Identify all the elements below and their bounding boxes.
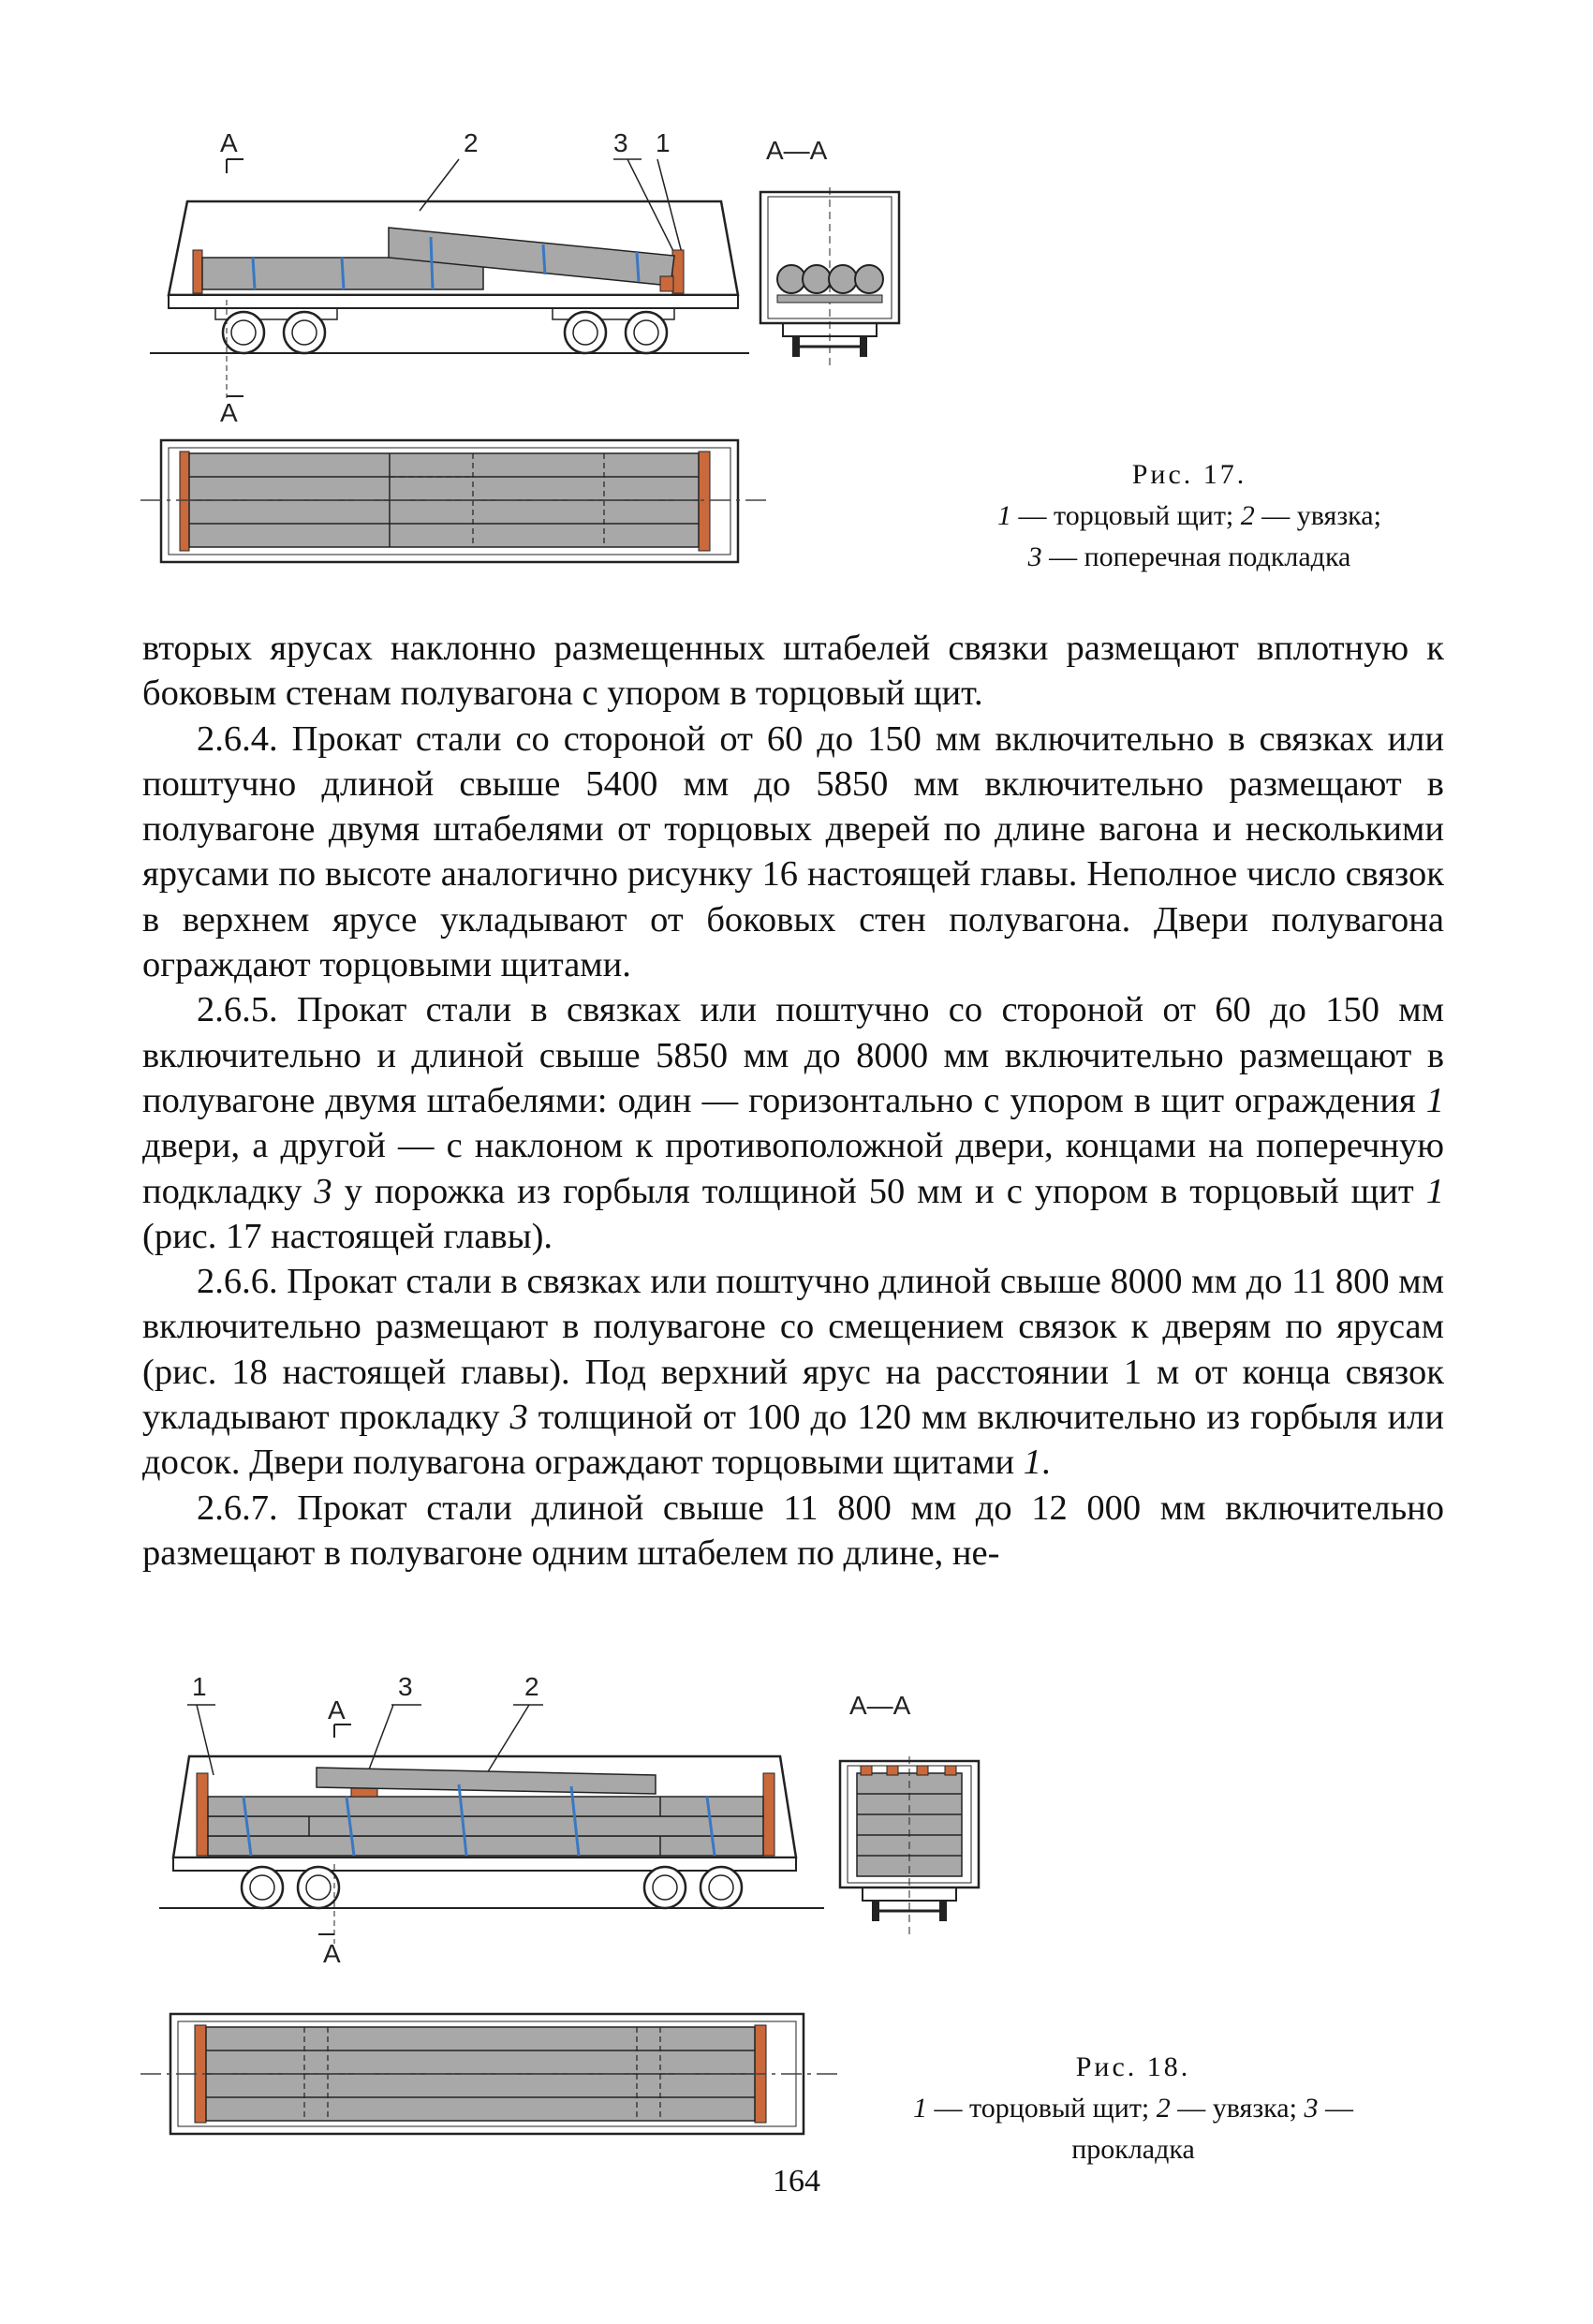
- figure-18-caption-line1: [843, 2088, 1423, 2129]
- figure-17-top-view: [140, 431, 768, 571]
- figure-18-side-view: [159, 1663, 824, 1972]
- figure-17-caption: [918, 454, 1461, 578]
- caption-text: — увязка;: [1170, 2093, 1305, 2124]
- caption-num: 3: [1304, 2093, 1319, 2124]
- caption-text: —: [1318, 2093, 1353, 2124]
- figure-18-caption: [843, 2047, 1423, 2170]
- figure-17-side-view: [150, 117, 749, 431]
- fig18-label-2: 2: [524, 1672, 539, 1701]
- fig18-label-1: 1: [192, 1672, 207, 1701]
- fig17-label-3: 3: [613, 128, 628, 157]
- fig17-label-1: 1: [656, 128, 671, 157]
- figure-17-caption-title: Рис. 17.: [1131, 459, 1247, 490]
- page-number: 164: [773, 2164, 820, 2198]
- caption-text: — торцовый щит;: [927, 2093, 1157, 2124]
- figure-17-caption-line1: [918, 496, 1461, 537]
- fig18-label-section-aa: А—А: [849, 1691, 911, 1720]
- figure-18-caption-title: Рис. 18.: [1075, 2051, 1191, 2082]
- paragraph: 2.6.5. Прокат стали в связках или поштучно со стороной от 60 до 150 мм включительно и длиной свыше 5850 мм до 8000 мм включительно размещают в полувагоне двумя штабелями: один — горизонтально с упором в щит ограждения 1 двери, а другой — с наклоном к противоположной двери, концами на поперечную подкладку 3 у порожка из горбыля толщиной 50 мм и с упором в торцовый щит 1 (рис. 17 настоящей главы).: [142, 990, 1444, 1256]
- caption-text: — торцовый щит;: [1011, 500, 1241, 531]
- paragraph: 2.6.6. Прокат стали в связках или поштучно длиной свыше 8000 мм до 11 800 мм включительно размещают в полувагоне со смещением связок к дверям по ярусам (рис. 18 настоящей главы). Под верхний ярус на расстоянии 1 м от конца связок укладывают прокладку 3 толщиной от 100 до 120 мм включительно из горбыля или досок. Двери полувагона ограждают торцовыми щитами 1.: [142, 1262, 1444, 1483]
- body-text: [142, 626, 1444, 1576]
- figure-18-top-view: [140, 2005, 843, 2145]
- paragraph: 2.6.7. Прокат стали длиной свыше 11 800 мм до 12 000 мм включительно размещают в полувагоне одним штабелем по длине, не-: [142, 1488, 1444, 1573]
- figure-17-section-view: [749, 122, 927, 365]
- fig17-label-section-a-bottom: А: [220, 398, 238, 427]
- caption-num: 1: [997, 500, 1012, 531]
- paragraph: вторых ярусах наклонно размещенных штабелей связки размещают вплотную к боковым стенам полувагона с упором в торцовый щит.: [142, 629, 1444, 714]
- figure-18-section-view: [819, 1681, 1007, 1934]
- fig18-label-3: 3: [398, 1672, 413, 1701]
- caption-num: 2: [1240, 500, 1255, 531]
- fig17-label-2: 2: [464, 128, 479, 157]
- figure-17-caption-line2: [918, 537, 1461, 578]
- fig17-label-section-aa: А—А: [766, 136, 828, 165]
- caption-num: 2: [1156, 2093, 1171, 2124]
- figure-18-caption-line2: прокладка: [1071, 2134, 1195, 2165]
- caption-num: 3: [1027, 541, 1042, 572]
- fig18-label-section-a-bottom: А: [323, 1939, 341, 1968]
- paragraph: 2.6.4. Прокат стали со стороной от 60 до 150 мм включительно в связках или поштучно длиной свыше 5400 мм до 5850 мм включительно размещают в полувагоне двумя штабелями от торцовых дверей по длине вагона и несколькими ярусами по высоте аналогично рисунку 16 настоящей главы. Неполное число связок в верхнем ярусе укладывают от боковых стен полувагона. Двери полувагона ограждают торцовыми щитами.: [142, 718, 1444, 985]
- fig18-label-section-a: А: [328, 1695, 346, 1724]
- fig17-label-section-a: А: [220, 128, 238, 157]
- caption-num: 1: [913, 2093, 928, 2124]
- caption-text: — поперечная подкладка: [1041, 541, 1351, 572]
- caption-text: — увязка;: [1254, 500, 1381, 531]
